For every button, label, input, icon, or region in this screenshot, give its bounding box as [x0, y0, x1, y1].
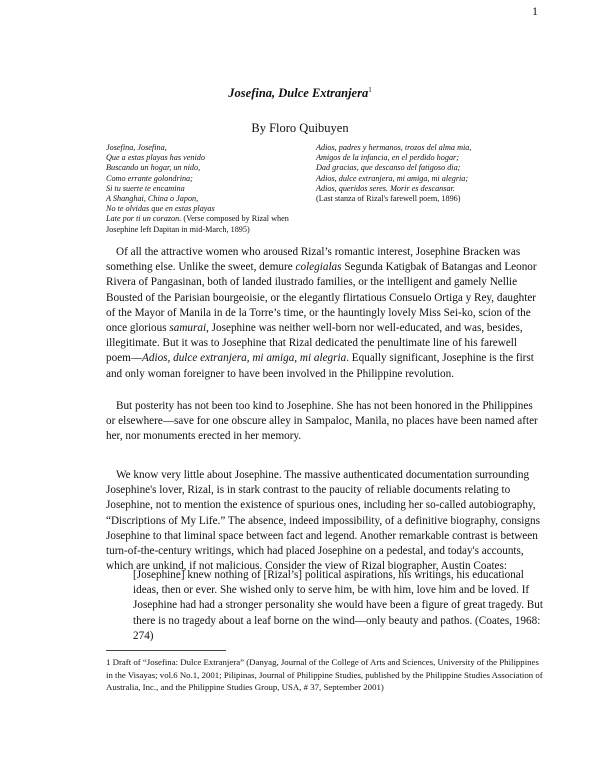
poem-line: Dad gracias, que descanso del fatigoso dia;	[316, 163, 461, 173]
poem-line: Adios, padres y hermanos, trozos del alma mia,	[316, 143, 472, 152]
poem-line: Late por ti un corazon.	[106, 214, 182, 224]
poem-line: Adios, queridos seres. Morir es descansar.	[316, 183, 455, 193]
page-title	[0, 86, 600, 101]
footnote: 1 Draft of “Josefina: Dulce Extranjera” (Danyag, Journal of the College of Arts and Sciences, University of the Philippines in the Visayas; vol.6 No.1, 2001; Pilipinas, Journal of Philippine Studies, published by the Philippine Studies Association of Australia, Inc., and the Philippine Studies Group, USA, # 37, September 2001)	[106, 657, 543, 693]
poem-line: Si tu suerte te encamina	[106, 183, 185, 193]
epigraph-poem-right	[316, 143, 546, 204]
poem-note: (Last stanza of Rizal's farewell poem, 1896)	[316, 194, 461, 204]
poem-note: Josephine left Dapitan in mid-March, 1895)	[106, 224, 250, 234]
paragraph-text: Of all the attractive women who aroused Rizal’s romantic interest, Josephine Bracken was something else. Unlike the sweet, demure	[106, 246, 521, 274]
poem-line: Que a estas playas has venido	[106, 153, 205, 163]
epigraph-poem-left	[106, 143, 346, 235]
page-number: 1	[532, 4, 538, 18]
poem-line: Amigos de la infancia, en el perdido hogar;	[316, 153, 459, 163]
poem-line: A Shanghai, China o Japon,	[106, 194, 199, 204]
paragraph-text: Segunda Katigbak of Batangas and Leonor Rivera of Pangasinan, both of landed ilustrado families, or the intelligent and gamely Nellie Bousted of the Parisian bourgeoisie, or the elegantly flirtatious Consuelo Ortiga y Rey, daughter of the Mayor of Manila in de la Torre’s time, or the hauntingly lovely Miss Sei-ko, scion of the once glorious	[106, 261, 537, 335]
italic-term: colegialas	[295, 261, 342, 274]
paragraph-text: But posterity has not been too kind to Josephine. She has not been honored in the Philippines or elsewhere—save for one obscure alley in Sampaloc, Manila, no places have been named after her, nor monuments erected in her memory.	[106, 400, 538, 443]
paragraph-text: We know very little about Josephine. The massive authenticated documentation surrounding Josephine's lover, Rizal, is in stark contrast to the paucity of reliable documents relating to Josephine, not to mention the existence of spurious ones, including her so-called autobiography, “Discriptions of My Life.” The absence, indeed impossibility, of a definitive biography, consigns Josephine to that liminal space between fact and legend. Another remarkable contrast is between turn-of-the-century writings, which had placed Josephine on a pedestal, and today's accounts, which are unkind, if not malicious. Consider the view of Rizal biographer, Austin Coates:	[106, 469, 540, 573]
author-byline: By Floro Quibuyen	[251, 121, 349, 135]
title-footnote-mark[interactable]: 1	[368, 86, 372, 94]
footnote-divider	[106, 650, 226, 651]
paragraph-text: , Josephine was neither well-born nor well-educated, and was, besides, illegitimate. But it was to Josephine that Rizal dedicated the penultimate line of his farewell poem—	[106, 322, 523, 365]
paragraph-3	[106, 468, 542, 574]
italic-term: samurai	[169, 322, 207, 335]
poem-line: Adios, dulce extranjera, mi amiga, mi alegria;	[316, 173, 469, 183]
poem-line: Josefina, Josefina,	[106, 143, 167, 152]
title-text: Josefina, Dulce Extranjera	[228, 86, 369, 101]
poem-line: No te olvidas que en estas playas	[106, 204, 215, 214]
poem-note: (Verse composed by Rizal when	[181, 214, 289, 224]
paragraph-text: . Equally significant, Josephine is the first and only woman foreigner to have been involved in the Philippine revolution.	[106, 352, 534, 380]
italic-quote: Adios, dulce extranjera, mi amiga, mi alegria	[142, 352, 347, 365]
paragraph-2	[106, 399, 542, 445]
paragraph-1	[106, 245, 542, 382]
block-quote: [Josephine] knew nothing of [Rizal’s] political aspirations, his writings, his educational ideas, then or ever. She wished only to serve him, be with him, love him and be loved. If Josephine had had a stronger personality she would have been a figure of great tragedy. But there is no tragedy about a leaf borne on the wind—only beauty and pathos. (Coates, 1968: 274)	[133, 569, 543, 642]
poem-line: Buscando un hogar, un nido,	[106, 163, 201, 173]
poem-line: Como errante golondrina;	[106, 173, 193, 183]
